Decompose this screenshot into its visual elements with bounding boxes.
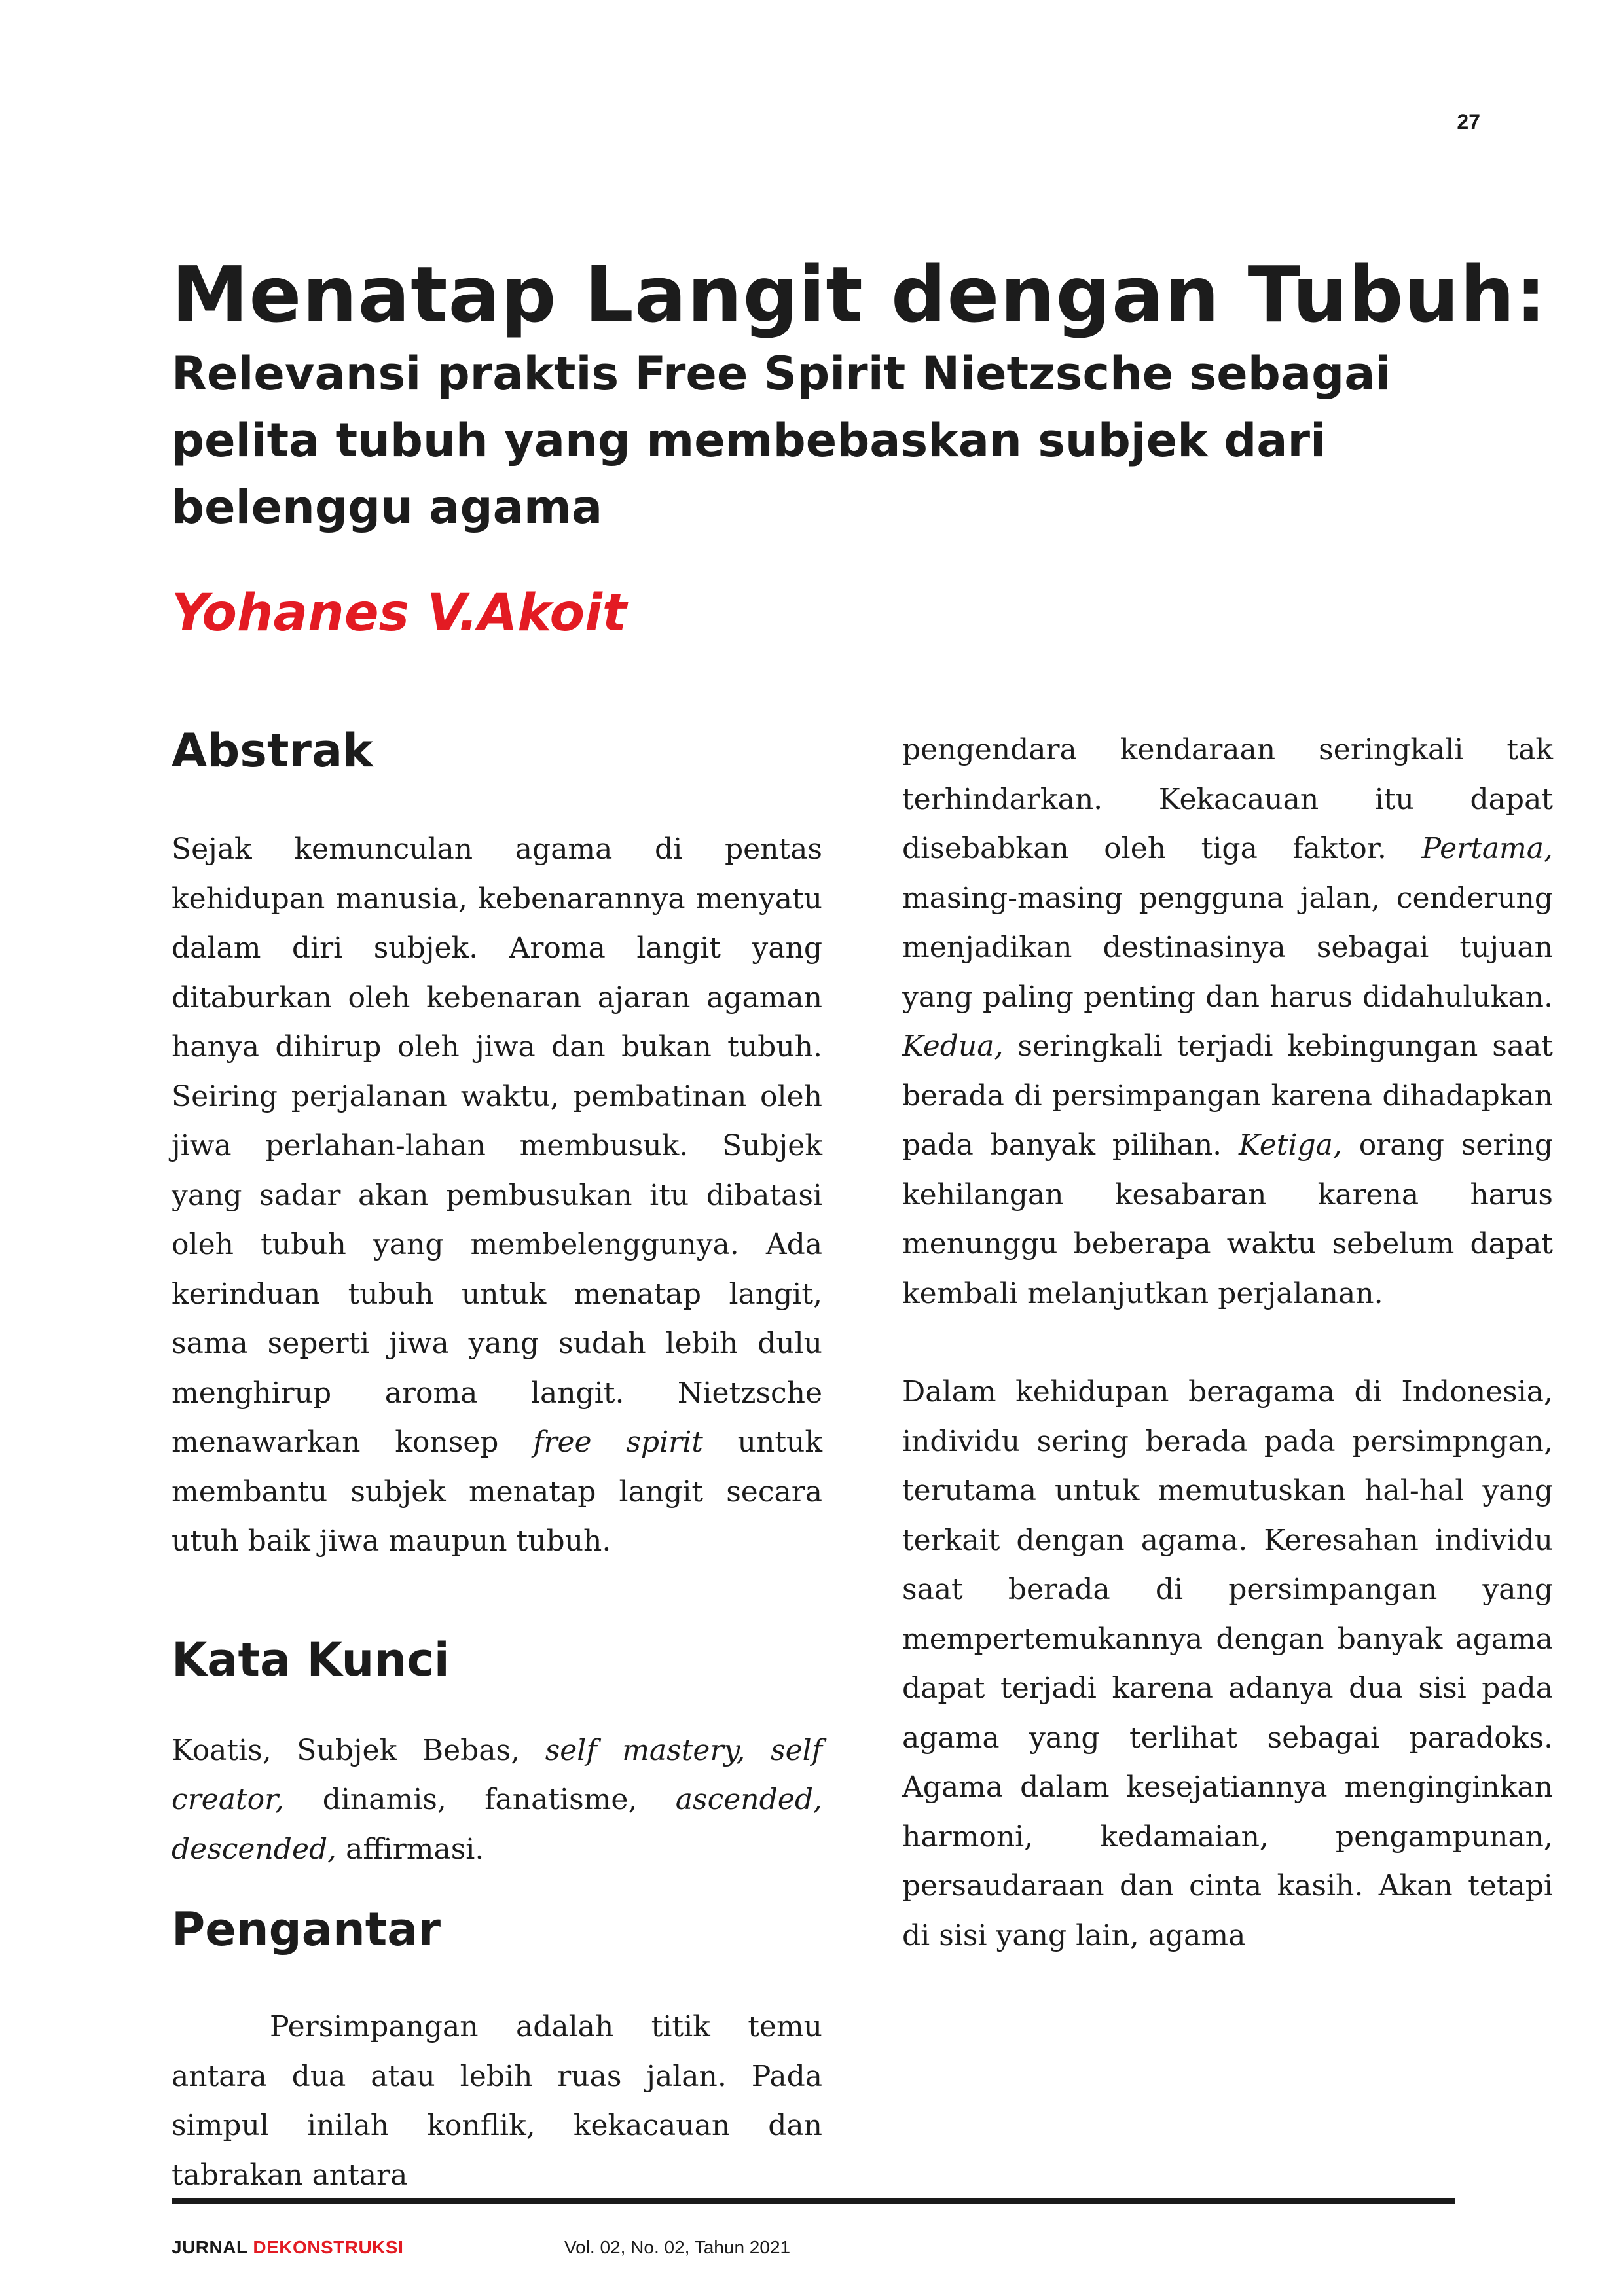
keywords-heading: Kata Kunci [172, 1632, 450, 1687]
right-column [902, 725, 1553, 1960]
author-name: Yohanes V.Akoit [172, 584, 627, 643]
keywords-part3: affirmasi. [346, 1832, 484, 1866]
article-title: Menatap Langit dengan Tubuh: [172, 249, 1547, 340]
keywords-italic2: ascended, descended, [172, 1783, 822, 1866]
keywords-part1: Koatis, Subjek Bebas, [172, 1733, 520, 1767]
keywords-text [172, 1726, 822, 1874]
right-p1-third: Ketiga, [1239, 1128, 1342, 1162]
abstract-text-end: untuk membantu subjek menatap langit secara utuh baik jiwa maupun tubuh. [172, 1426, 822, 1558]
article-subtitle: Relevansi praktis Free Spirit Nietzsche sebagai pelita tubuh yang membebaskan subjek dari belenggu agama [172, 347, 1391, 534]
footer-journal-prefix: JURNAL [172, 2237, 248, 2257]
article-header [172, 249, 1547, 643]
right-p1-first: Pertama, [1421, 832, 1553, 865]
footer-divider [172, 2198, 1455, 2204]
right-p1-part-b: masing-masing pengguna jalan, cenderung menjadikan destinasinya sebagai tujuan yang paling penting dan harus didahulukan. [902, 881, 1553, 1014]
page-number: 27 [1457, 110, 1480, 134]
footer-volume: Vol. 02, No. 02, Tahun 2021 [564, 2237, 791, 2257]
intro-text: Persimpangan adalah titik temu antara dua atau lebih ruas jalan. Pada simpul inilah konflik, kekacauan dan tabrakan antara [172, 2010, 822, 2192]
right-p1-part-c: seringkali terjadi kebingungan saat berada di persimpangan karena dihadapkan pada banyak pilihan. [902, 1030, 1553, 1162]
abstract-text [172, 825, 822, 1566]
abstract-text-main: Sejak kemunculan agama di pentas kehidupan manusia, kebenarannya menyatu dalam diri subjek. Aroma langit yang ditaburkan oleh kebenaran ajaran agaman hanya dihirup oleh jiwa dan bukan tubuh. Seiring perjalanan waktu, pembatinan oleh jiwa perlahan-lahan membusuk. Subjek yang sadar akan pembusukan itu dibatasi oleh tubuh yang membelenggunya. Ada kerinduan tubuh untuk menatap langit, sama seperti jiwa yang sudah lebih dulu menghirup aroma langit. Nietzsche menawarkan konsep [172, 833, 822, 1459]
left-column [172, 713, 822, 2200]
right-paragraph-1 [902, 725, 1553, 1318]
footer-journal-name [172, 2237, 403, 2258]
footer-journal-accent: DEKONSTRUKSI [253, 2237, 404, 2257]
intro-heading: Pengantar [172, 1903, 441, 1956]
right-p1-second: Kedua, [902, 1030, 1004, 1063]
abstract-heading: Abstrak [172, 724, 373, 778]
abstract-italic-term: free spirit [533, 1426, 703, 1459]
right-p1-part-a: pengendara kendaraan seringkali tak terhindarkan. Kekacauan itu dapat disebabkan oleh tiga faktor. [902, 733, 1553, 865]
right-paragraph-2: Dalam kehidupan beragama di Indonesia, individu sering berada pada persimpngan, terutama untuk memutuskan hal-hal yang terkait dengan agama. Keresahan individu saat berada di persimpangan yang mempertemukannya dengan banyak agama dapat terjadi karena adanya dua sisi pada agama yang terlihat sebagai paradoks. Agama dalam kesejatiannya menginginkan harmoni, kedamaian, pengampunan, persaudaraan dan cinta kasih. Akan tetapi di sisi yang lain, agama [902, 1375, 1553, 1952]
keywords-part2: dinamis, fanatisme, [322, 1783, 638, 1816]
keywords-italic1: self mastery, self creator, [172, 1733, 822, 1816]
right-p1-part-d: orang sering kehilangan kesabaran karena harus menunggu beberapa waktu sebelum dapat kembali melanjutkan perjalanan. [902, 1128, 1553, 1310]
